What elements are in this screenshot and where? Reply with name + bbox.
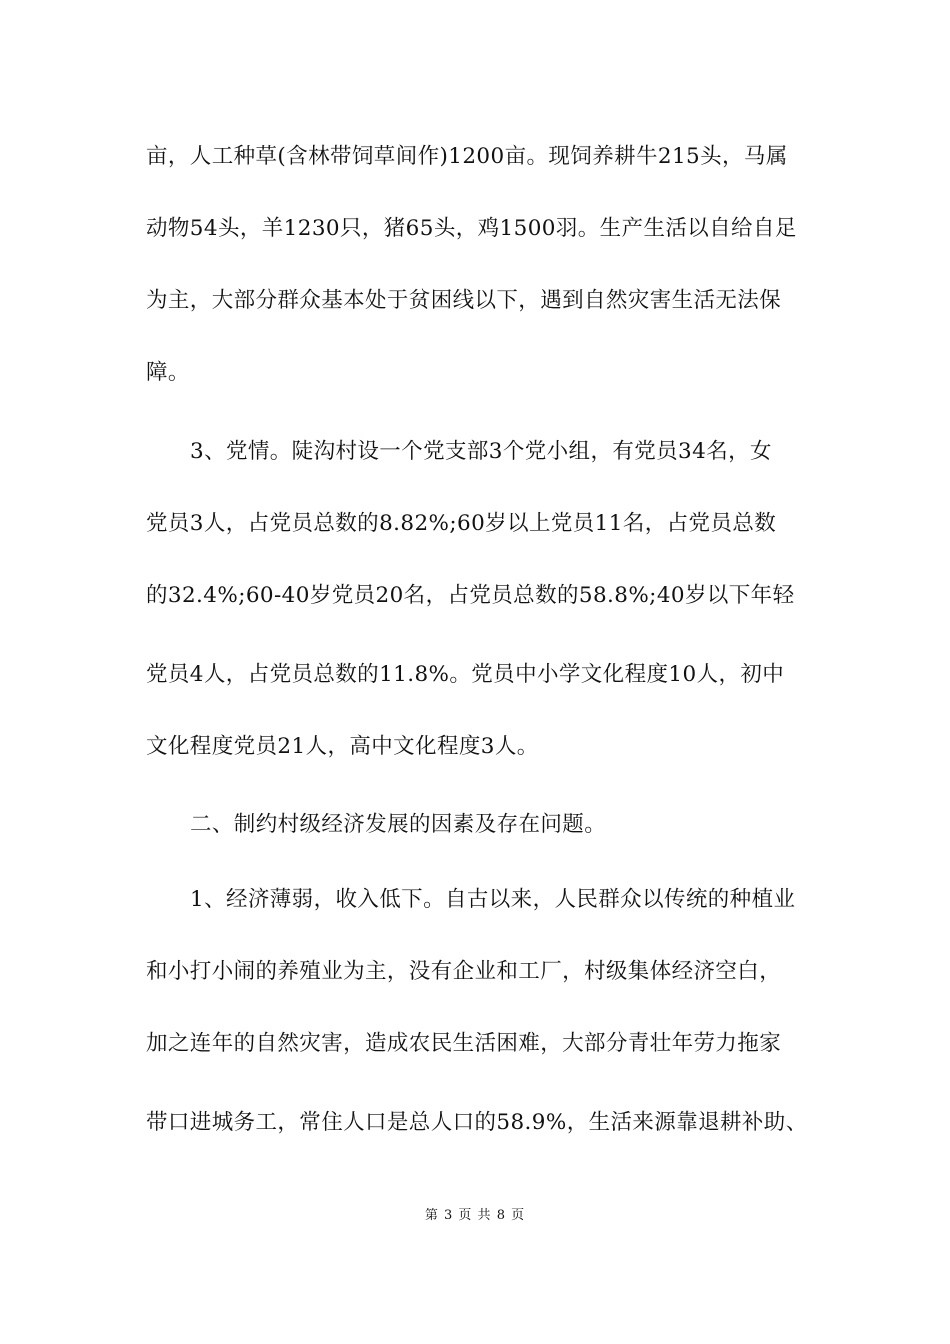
paragraph-party-situation: 3、党情。陡沟村设一个党支部3个党小组，有党员34名，女 [190, 439, 772, 464]
text-line-13: 加之连年的自然灾害，造成农民生活困难，大部分青壮年劳力拖家 [146, 1031, 782, 1056]
page-number: 第 3 页 共 8 页 [424, 1208, 526, 1223]
text-line-1: 亩，人工种草(含林带饲草间作)1200亩。现饲养耕牛215头，马属 [146, 144, 788, 169]
text-line-14: 带口进城务工，常住人口是总人口的58.9%，生活来源靠退耕补助、 [146, 1110, 808, 1135]
text-line-7: 的32.4%;60-40岁党员20名，占党员总数的58.8%;40岁以下年轻 [146, 583, 795, 608]
paragraph-economy: 1、经济薄弱，收入低下。自古以来，人民群众以传统的种植业 [190, 887, 796, 912]
text-line-6: 党员3人，占党员总数的8.82%;60岁以上党员11名，占党员总数 [146, 511, 777, 536]
section-heading: 二、制约村级经济发展的因素及存在问题。 [190, 812, 607, 837]
text-line-8: 党员4人，占党员总数的11.8%。党员中小学文化程度10人，初中 [146, 662, 785, 687]
text-line-12: 和小打小闹的养殖业为主，没有企业和工厂，村级集体经济空白， [146, 959, 782, 984]
text-line-4: 障。 [146, 360, 190, 385]
text-line-3: 为主，大部分群众基本处于贫困线以下，遇到自然灾害生活无法保 [146, 288, 782, 313]
text-line-9: 文化程度党员21人，高中文化程度3人。 [146, 734, 539, 759]
text-line-2: 动物54头，羊1230只，猪65头，鸡1500羽。生产生活以自给自足 [146, 216, 797, 241]
